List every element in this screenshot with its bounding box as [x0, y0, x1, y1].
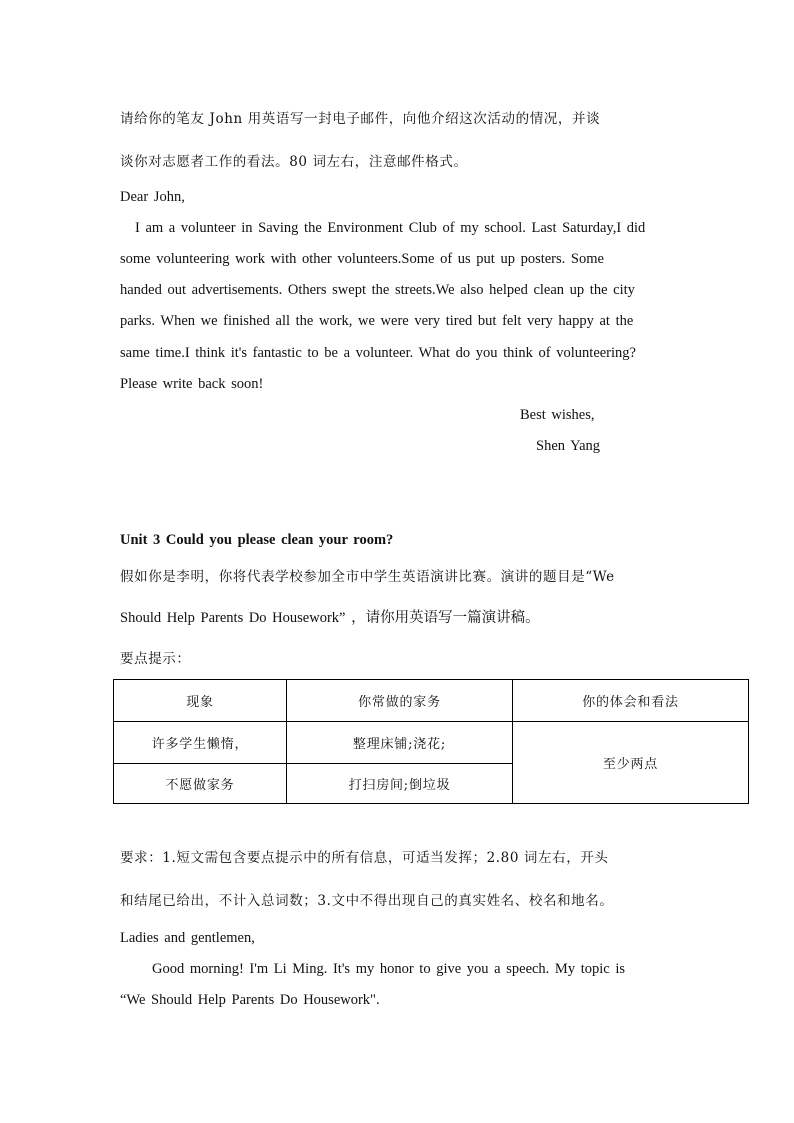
- table-header-row: [114, 680, 749, 722]
- requirements-line-2: 和结尾已给出，不计入总词数；3.文中不得出现自己的真实姓名、校名和地名。: [120, 893, 614, 909]
- letter-closing: Best wishes,: [520, 407, 595, 423]
- requirements-line-1: 要求：1.短文需包含要点提示中的所有信息，可适当发挥；2.80 词左右，开头: [120, 850, 609, 866]
- speech-prompt-line-2: Should Help Parents Do Housework” ，请你用英语写一篇演讲稿。: [120, 610, 540, 626]
- letter-body-line: parks. When we finished all the work, we were very tired but felt very happy at the: [120, 313, 634, 329]
- points-label: 要点提示：: [120, 651, 191, 667]
- letter-greeting: Dear John,: [120, 189, 185, 205]
- letter-body-line: handed out advertisements. Others swept the streets.We also helped clean up the city: [120, 282, 635, 298]
- letter-body-line: some volunteering work with other volunteers.Some of us put up posters. Some: [120, 251, 604, 267]
- table-header: 你的体会和看法: [513, 680, 749, 722]
- letter-signature: Shen Yang: [536, 438, 601, 454]
- table-cell: 许多学生懒惰，: [114, 722, 287, 764]
- points-table: [113, 679, 749, 804]
- letter-body-line: Please write back soon!: [120, 376, 264, 392]
- speech-prompt-line-1: 假如你是李明，你将代表学校参加全市中学生英语演讲比赛。演讲的题目是“We: [120, 569, 615, 585]
- prompt-line-1: 请给你的笔友 John 用英语写一封电子邮件，向他介绍这次活动的情况，并谈: [120, 111, 601, 127]
- unit-title: Unit 3 Could you please clean your room?: [120, 532, 394, 548]
- table-header: 现象: [114, 680, 287, 722]
- letter-body-line: same time.I think it's fantastic to be a volunteer. What do you think of volunteering?: [120, 345, 636, 361]
- speech-line-1: Good morning! I'm Li Ming. It's my honor to give you a speech. My topic is: [152, 961, 625, 977]
- prompt-line-2: 谈你对志愿者工作的看法。80 词左右，注意邮件格式。: [120, 154, 468, 170]
- table-row: [114, 722, 749, 764]
- table-merged-cell: 至少两点: [513, 722, 749, 804]
- table-header: 你常做的家务: [287, 680, 513, 722]
- table-cell: 不愿做家务: [114, 764, 287, 804]
- letter-body-line: I am a volunteer in Saving the Environment Club of my school. Last Saturday,I did: [135, 220, 646, 236]
- table-cell: 整理床铺;浇花;: [287, 722, 513, 764]
- speech-line-2: “We Should Help Parents Do Housework".: [120, 992, 380, 1008]
- speech-greeting: Ladies and gentlemen,: [120, 930, 255, 946]
- table-cell: 打扫房间;倒垃圾: [287, 764, 513, 804]
